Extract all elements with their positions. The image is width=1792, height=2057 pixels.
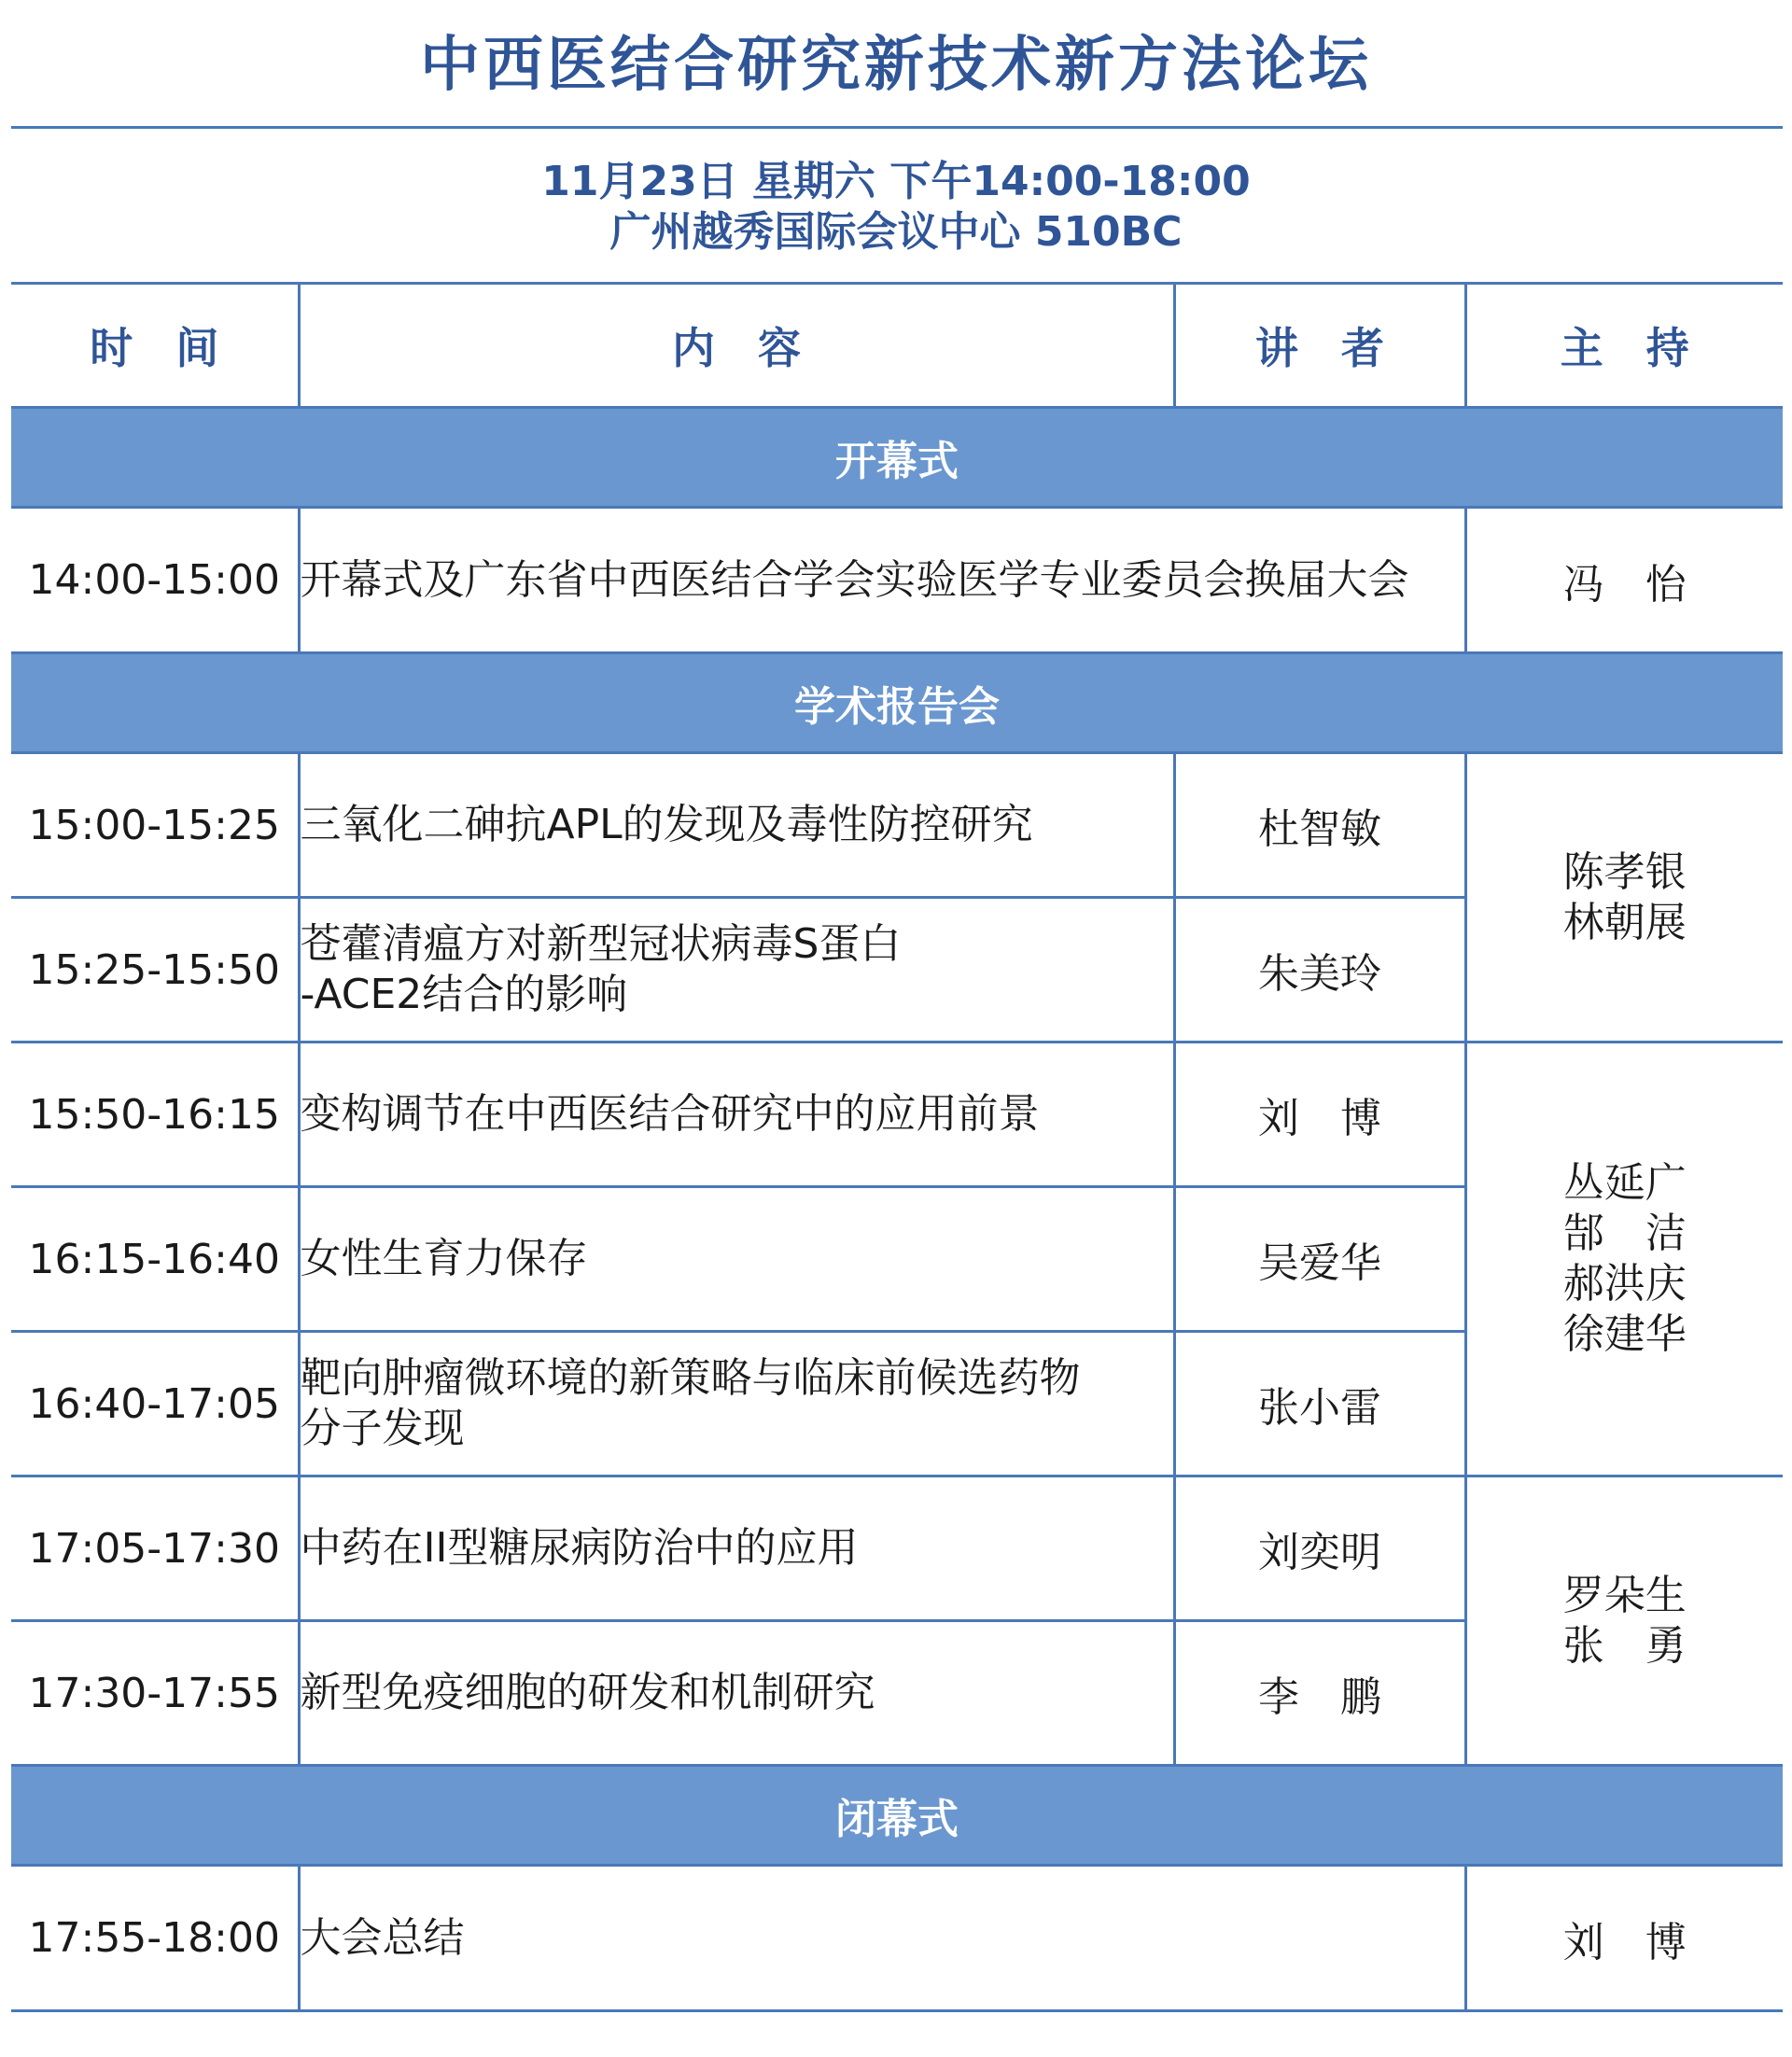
content-line: 新型免疫细胞的研发和机制研究: [300, 1669, 875, 1716]
speaker-cell: 朱美玲: [1174, 898, 1465, 1042]
content-cell: 开幕式及广东省中西医结合学会实验医学专业委员会换届大会: [299, 508, 1465, 653]
host-name: 陈孝银: [1562, 847, 1687, 896]
host-name: 丛延广: [1562, 1159, 1687, 1207]
speaker-cell: 吴爱华: [1174, 1187, 1465, 1332]
content-line: 变构调节在中西医结合研究中的应用前景: [300, 1090, 1040, 1138]
section-closing: 闭幕式: [11, 1766, 1783, 1866]
header-time: 时 间: [11, 284, 299, 408]
section-academic: 学术报告会: [11, 653, 1783, 753]
table-row: [11, 1866, 1783, 2011]
header-row: [11, 284, 1783, 408]
section-row-opening: [11, 408, 1783, 508]
content-line: -ACE2结合的影响: [300, 971, 628, 1018]
host-name: 张 勇: [1562, 1621, 1687, 1670]
host-name: 郜 洁: [1562, 1210, 1687, 1257]
table-row: [11, 1042, 1783, 1187]
time-cell: 17:30-17:55: [11, 1621, 299, 1766]
content-line: 分子发现: [300, 1405, 465, 1452]
page-title: 中西医结合研究新技术新方法论坛: [420, 31, 1372, 100]
table-row: [11, 1476, 1783, 1621]
header-host: 主 持: [1465, 284, 1783, 408]
host-name: 林朝展: [1562, 898, 1687, 946]
speaker-cell: 李 鹏: [1174, 1621, 1465, 1766]
time-cell: 17:55-18:00: [11, 1866, 299, 2011]
host-name: 罗朵生: [1562, 1571, 1687, 1619]
content-line: 苍藿清瘟方对新型冠状病毒S蛋白: [300, 920, 902, 968]
host-name: 徐建华: [1562, 1310, 1687, 1358]
table-row: [11, 753, 1783, 898]
host-group-1: [1465, 753, 1783, 1042]
time-cell: 16:40-17:05: [11, 1332, 299, 1476]
content-cell: 大会总结: [299, 1866, 1465, 2011]
time-cell: 15:25-15:50: [11, 898, 299, 1042]
content-cell: [299, 1042, 1174, 1187]
content-line: 中药在II型糖尿病防治中的应用: [300, 1524, 859, 1572]
content-cell: [299, 1332, 1174, 1476]
speaker-cell: 刘 博: [1174, 1042, 1465, 1187]
content-line: 女性生育力保存: [300, 1235, 588, 1282]
header-content: 内 容: [299, 284, 1174, 408]
section-row-academic: [11, 653, 1783, 753]
content-cell: [299, 898, 1174, 1042]
content-cell: [299, 1621, 1174, 1766]
time-cell: 15:00-15:25: [11, 753, 299, 898]
host-name: 郝洪庆: [1562, 1260, 1687, 1308]
event-datetime: 11月23日 星期六 下午14:00-18:00: [541, 158, 1251, 205]
time-cell: 17:05-17:30: [11, 1476, 299, 1621]
section-row-closing: [11, 1766, 1783, 1866]
time-cell: 14:00-15:00: [11, 508, 299, 653]
speaker-cell: 杜智敏: [1174, 753, 1465, 898]
speaker-cell: 张小雷: [1174, 1332, 1465, 1476]
event-venue: 广州越秀国际会议中心 510BC: [609, 208, 1183, 256]
time-cell: 15:50-16:15: [11, 1042, 299, 1187]
section-opening: 开幕式: [11, 408, 1783, 508]
content-cell: [299, 753, 1174, 898]
host-group-3: [1465, 1476, 1783, 1766]
content-cell: [299, 1476, 1174, 1621]
schedule-table: [11, 282, 1783, 2012]
table-row: [11, 508, 1783, 653]
host-cell: 刘 博: [1465, 1866, 1783, 2011]
host-group-2: [1465, 1042, 1783, 1476]
time-cell: 16:15-16:40: [11, 1187, 299, 1332]
speaker-cell: 刘奕明: [1174, 1476, 1465, 1621]
host-cell: 冯 怡: [1465, 508, 1783, 653]
content-cell: [299, 1187, 1174, 1332]
title-divider: [11, 126, 1783, 129]
header-speaker: 讲 者: [1174, 284, 1465, 408]
content-line: 靶向肿瘤微环境的新策略与临床前候选药物: [300, 1354, 1081, 1402]
content-line: 三氧化二砷抗APL的发现及毒性防控研究: [300, 801, 1033, 848]
